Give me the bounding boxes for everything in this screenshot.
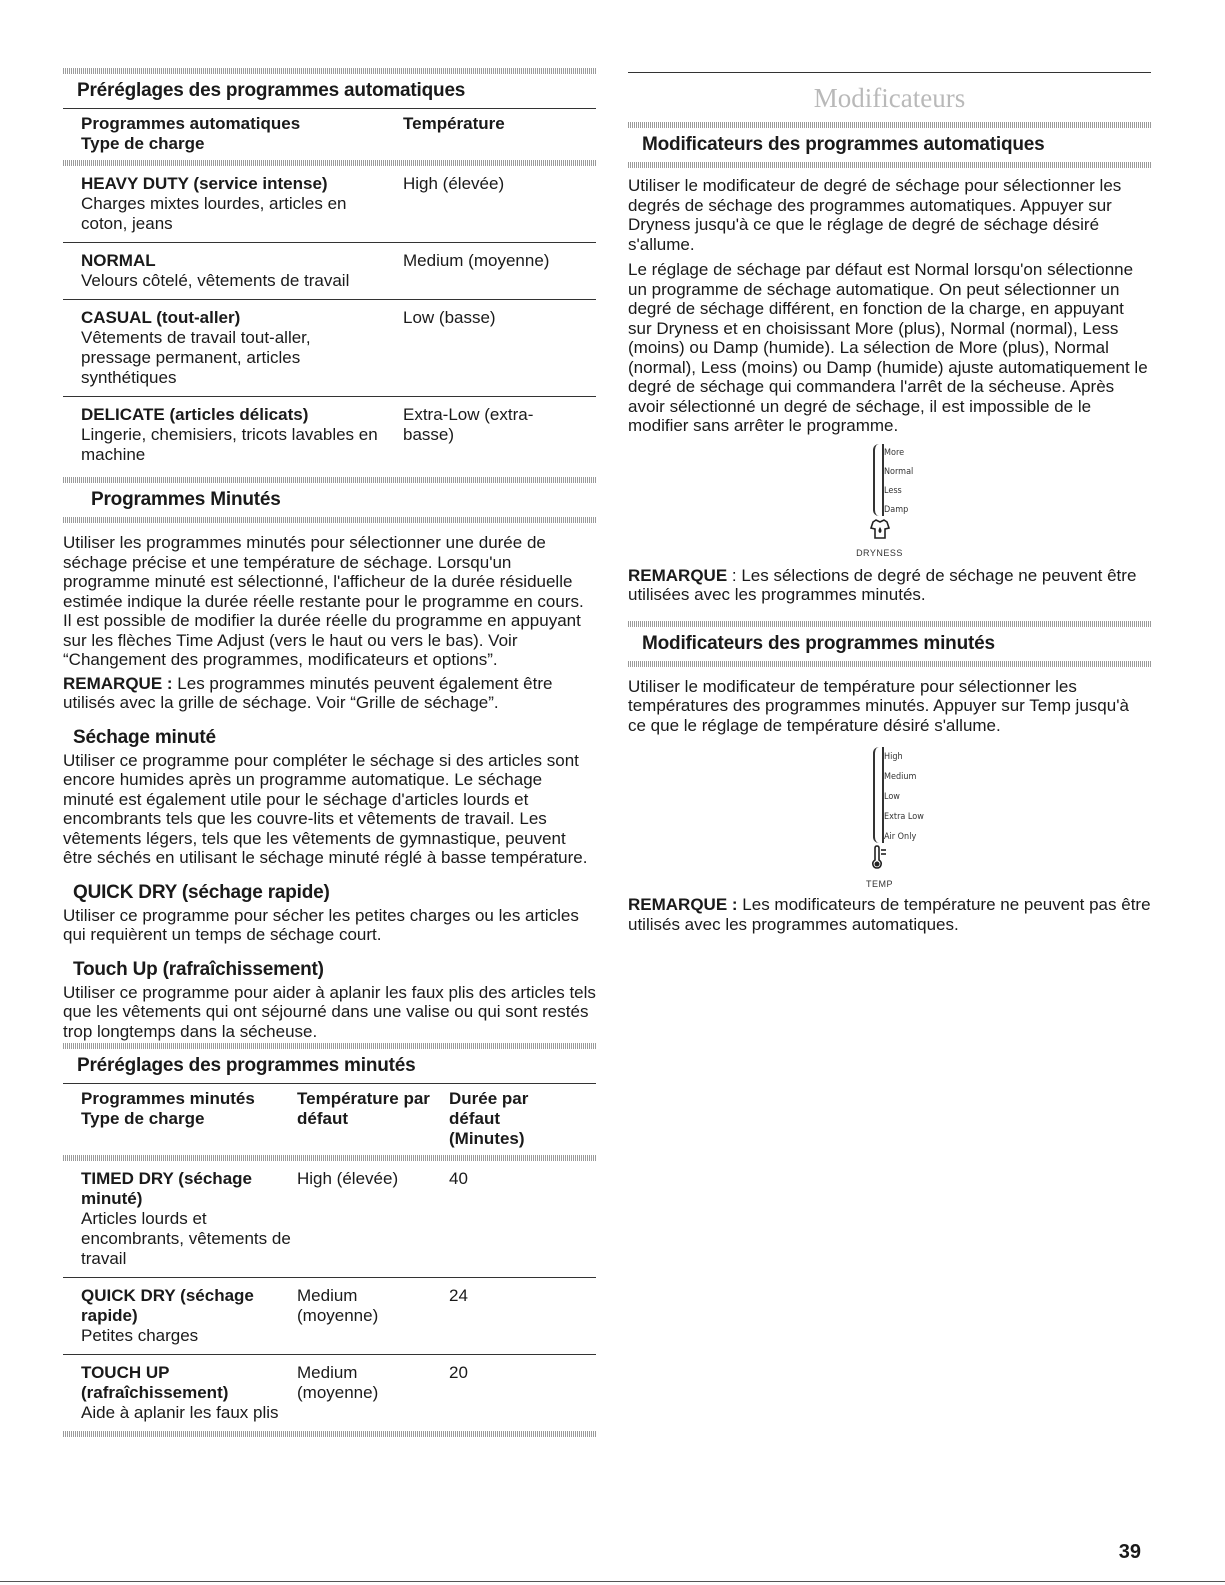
col-header: Température par défaut <box>297 1089 430 1128</box>
dryness-icon <box>608 518 1151 548</box>
timed-modifiers-title: Modificateurs des programmes minutés <box>642 632 995 654</box>
col-header: Type de charge <box>81 134 205 153</box>
table-row <box>63 166 596 243</box>
timed-presets-title: Préréglages des programmes minutés <box>77 1055 416 1076</box>
table-row <box>63 1278 596 1355</box>
dryness-options <box>884 444 913 520</box>
temp-caption: TEMP <box>865 879 893 889</box>
program-minutes: 40 <box>449 1169 468 1188</box>
selector-bracket <box>873 747 884 843</box>
timed-modifiers-p1: Utiliser le modificateur de température pour sélectionner les températures des programmes minutés. Appuyer sur Temp jusqu'à ce que le réglage de température désiré s'allume. <box>628 676 1129 735</box>
quick-dry-text: Utiliser ce programme pour sécher les petites charges ou les articles qui requièrent un temps de séchage court. <box>63 905 579 944</box>
timed-note <box>63 674 596 713</box>
temp-note <box>628 895 1151 934</box>
program-desc: Lingerie, chemisiers, tricots lavables en machine <box>81 425 378 464</box>
note-label: REMARQUE : <box>628 895 738 914</box>
option-normal[interactable]: Normal <box>884 466 914 477</box>
program-temp: Medium (moyenne) <box>297 1355 449 1432</box>
program-temp: Medium (moyenne) <box>297 1278 449 1355</box>
col-header: Programmes minutés <box>81 1089 255 1108</box>
timed-paragraph: Utiliser les programmes minutés pour sélectionner une durée de séchage précise et une température de séchage. Lorsqu'un programme minuté est sélectionné, l'afficheur de la durée résiduelle estimée indique la durée réelle restante pour le programme en cours. Il est possible de modifier la durée réelle du programme en appuyant sur les flèches Time Adjust (vers le haut ou vers le bas). Voir “Changement des programmes, modificateurs et options”. <box>63 533 584 669</box>
program-temp: High (élevée) <box>297 1169 399 1188</box>
program-name: HEAVY DUTY (service intense) <box>81 174 328 193</box>
table-row <box>63 1161 596 1278</box>
program-name: CASUAL (tout-aller) <box>81 308 241 327</box>
program-desc: Charges mixtes lourdes, articles en coton, jeans <box>81 194 347 233</box>
col-header: Programmes automatiques <box>81 114 301 133</box>
dryness-selector[interactable] <box>628 444 1151 518</box>
program-desc: Vêtements de travail tout-aller, pressage permanent, articles synthétiques <box>81 328 311 387</box>
touch-up-heading: Touch Up (rafraîchissement) <box>73 958 324 980</box>
divider <box>628 661 1151 667</box>
program-temp: Extra-Low (extra-basse) <box>403 397 596 474</box>
note-label: REMARQUE : <box>63 673 173 693</box>
page-number: 39 <box>1118 1541 1141 1563</box>
auto-presets-title: Préréglages des programmes automatiques <box>77 80 466 101</box>
col-header: Durée par défaut (Minutes) <box>449 1089 529 1148</box>
option-medium[interactable]: Medium <box>884 772 917 782</box>
auto-presets-table <box>63 109 596 473</box>
right-column <box>628 72 1151 934</box>
table-row <box>63 300 596 397</box>
program-temp: High (élevée) <box>403 174 505 193</box>
timed-dry-heading: Séchage minuté <box>73 726 216 748</box>
program-name: QUICK DRY (séchage rapide) <box>81 1286 254 1325</box>
col-header: Température <box>403 114 505 133</box>
option-extra-low[interactable]: Extra Low <box>884 812 924 822</box>
program-minutes: 20 <box>449 1355 596 1432</box>
table-row <box>63 243 596 300</box>
auto-modifiers-p1: Utiliser le modificateur de degré de séchage pour sélectionner les degrés de séchage des programmes automatiques. Appuyer sur Dryness jusqu'à ce que le réglage de degré de séchage désiré s'allume. <box>628 176 1122 254</box>
auto-modifiers-p2: Le réglage de séchage par défaut est Normal lorsqu'on sélectionne un programme de séchage automatique. On peut sélectionner un degré de séchage différent, en fonction de la charge, en appuyant sur Dryness et en choisissant More (plus), Normal (normal), Less (moins) ou Damp (humide). La sélection de More (plus), Normal (normal), Less (moins) ou Damp (humide) ajuste automatiquement le degré de séchage qui commandera l'arrêt de la sécheuse. Après avoir sélectionné un degré de séchage, il est impossible de le modifier sans arrêter le programme. <box>628 260 1148 435</box>
program-desc: Articles lourds et encombrants, vêtements de travail <box>81 1209 291 1268</box>
note-text: : Les sélections de degré de séchage ne peuvent être utilisées avec les programmes minutés. <box>628 565 1137 604</box>
col-header: Type de charge <box>81 1109 205 1128</box>
note-label: REMARQUE <box>628 565 728 585</box>
program-desc: Velours côtelé, vêtements de travail <box>81 271 350 290</box>
timed-dry-text: Utiliser ce programme pour compléter le séchage si des articles sont encore humides après un programme automatique. Le séchage minuté est également utile pour le séchage d'articles lourds et encombrants tels que les couvre-lits et vêtements de travail. Les vêtements légers, tels que les vêtements de gymnastique, peuvent être séchés en utilisant le séchage minuté réglé à basse température. <box>63 750 588 867</box>
program-name: TOUCH UP (rafraîchissement) <box>81 1363 229 1402</box>
option-air-only[interactable]: Air Only <box>884 832 917 842</box>
left-column <box>63 68 596 1437</box>
option-high[interactable]: High <box>884 752 903 762</box>
option-less[interactable]: Less <box>884 485 902 496</box>
program-name: DELICATE (articles délicats) <box>81 405 309 424</box>
timed-programs-title: Programmes Minutés <box>91 489 281 510</box>
program-temp: Low (basse) <box>403 300 596 397</box>
program-name: TIMED DRY (séchage minuté) <box>81 1169 252 1208</box>
note-text: Les modificateurs de température ne peuvent pas être utilisés avec les programmes automatiques. <box>628 895 1151 934</box>
quick-dry-heading: QUICK DRY (séchage rapide) <box>73 881 330 903</box>
touch-up-text: Utiliser ce programme pour aider à aplanir les faux plis des articles tels que les vêtements qui ont séjourné dans une valise ou qui sont restés trop longtemps dans la sécheuse. <box>63 982 596 1041</box>
divider <box>628 162 1151 168</box>
table-row <box>63 397 596 474</box>
temp-selector[interactable] <box>628 747 1151 845</box>
selector-bracket <box>873 444 884 516</box>
divider <box>63 1431 596 1437</box>
dryness-note <box>628 566 1151 605</box>
thermometer-icon <box>608 845 1151 879</box>
program-name: NORMAL <box>81 251 156 270</box>
dryness-caption: DRYNESS <box>856 547 903 558</box>
timed-presets-table <box>63 1084 596 1431</box>
option-low[interactable]: Low <box>884 792 900 802</box>
modifiers-heading: Modificateurs <box>813 83 966 113</box>
bottom-divider <box>0 1581 1225 1582</box>
option-more[interactable]: More <box>884 447 905 458</box>
table-row <box>63 1355 596 1432</box>
program-desc: Petites charges <box>81 1326 199 1345</box>
divider <box>63 517 596 523</box>
auto-modifiers-title: Modificateurs des programmes automatiques <box>642 134 1045 155</box>
note-text: Les programmes minutés peuvent également être utilisés avec la grille de séchage. Voir “Grille de séchage”. <box>63 673 553 712</box>
program-desc: Aide à aplanir les faux plis <box>81 1403 279 1422</box>
program-temp: Medium (moyenne) <box>403 243 596 300</box>
option-damp[interactable]: Damp <box>884 504 909 515</box>
program-minutes: 24 <box>449 1278 596 1355</box>
temp-options <box>884 747 924 847</box>
